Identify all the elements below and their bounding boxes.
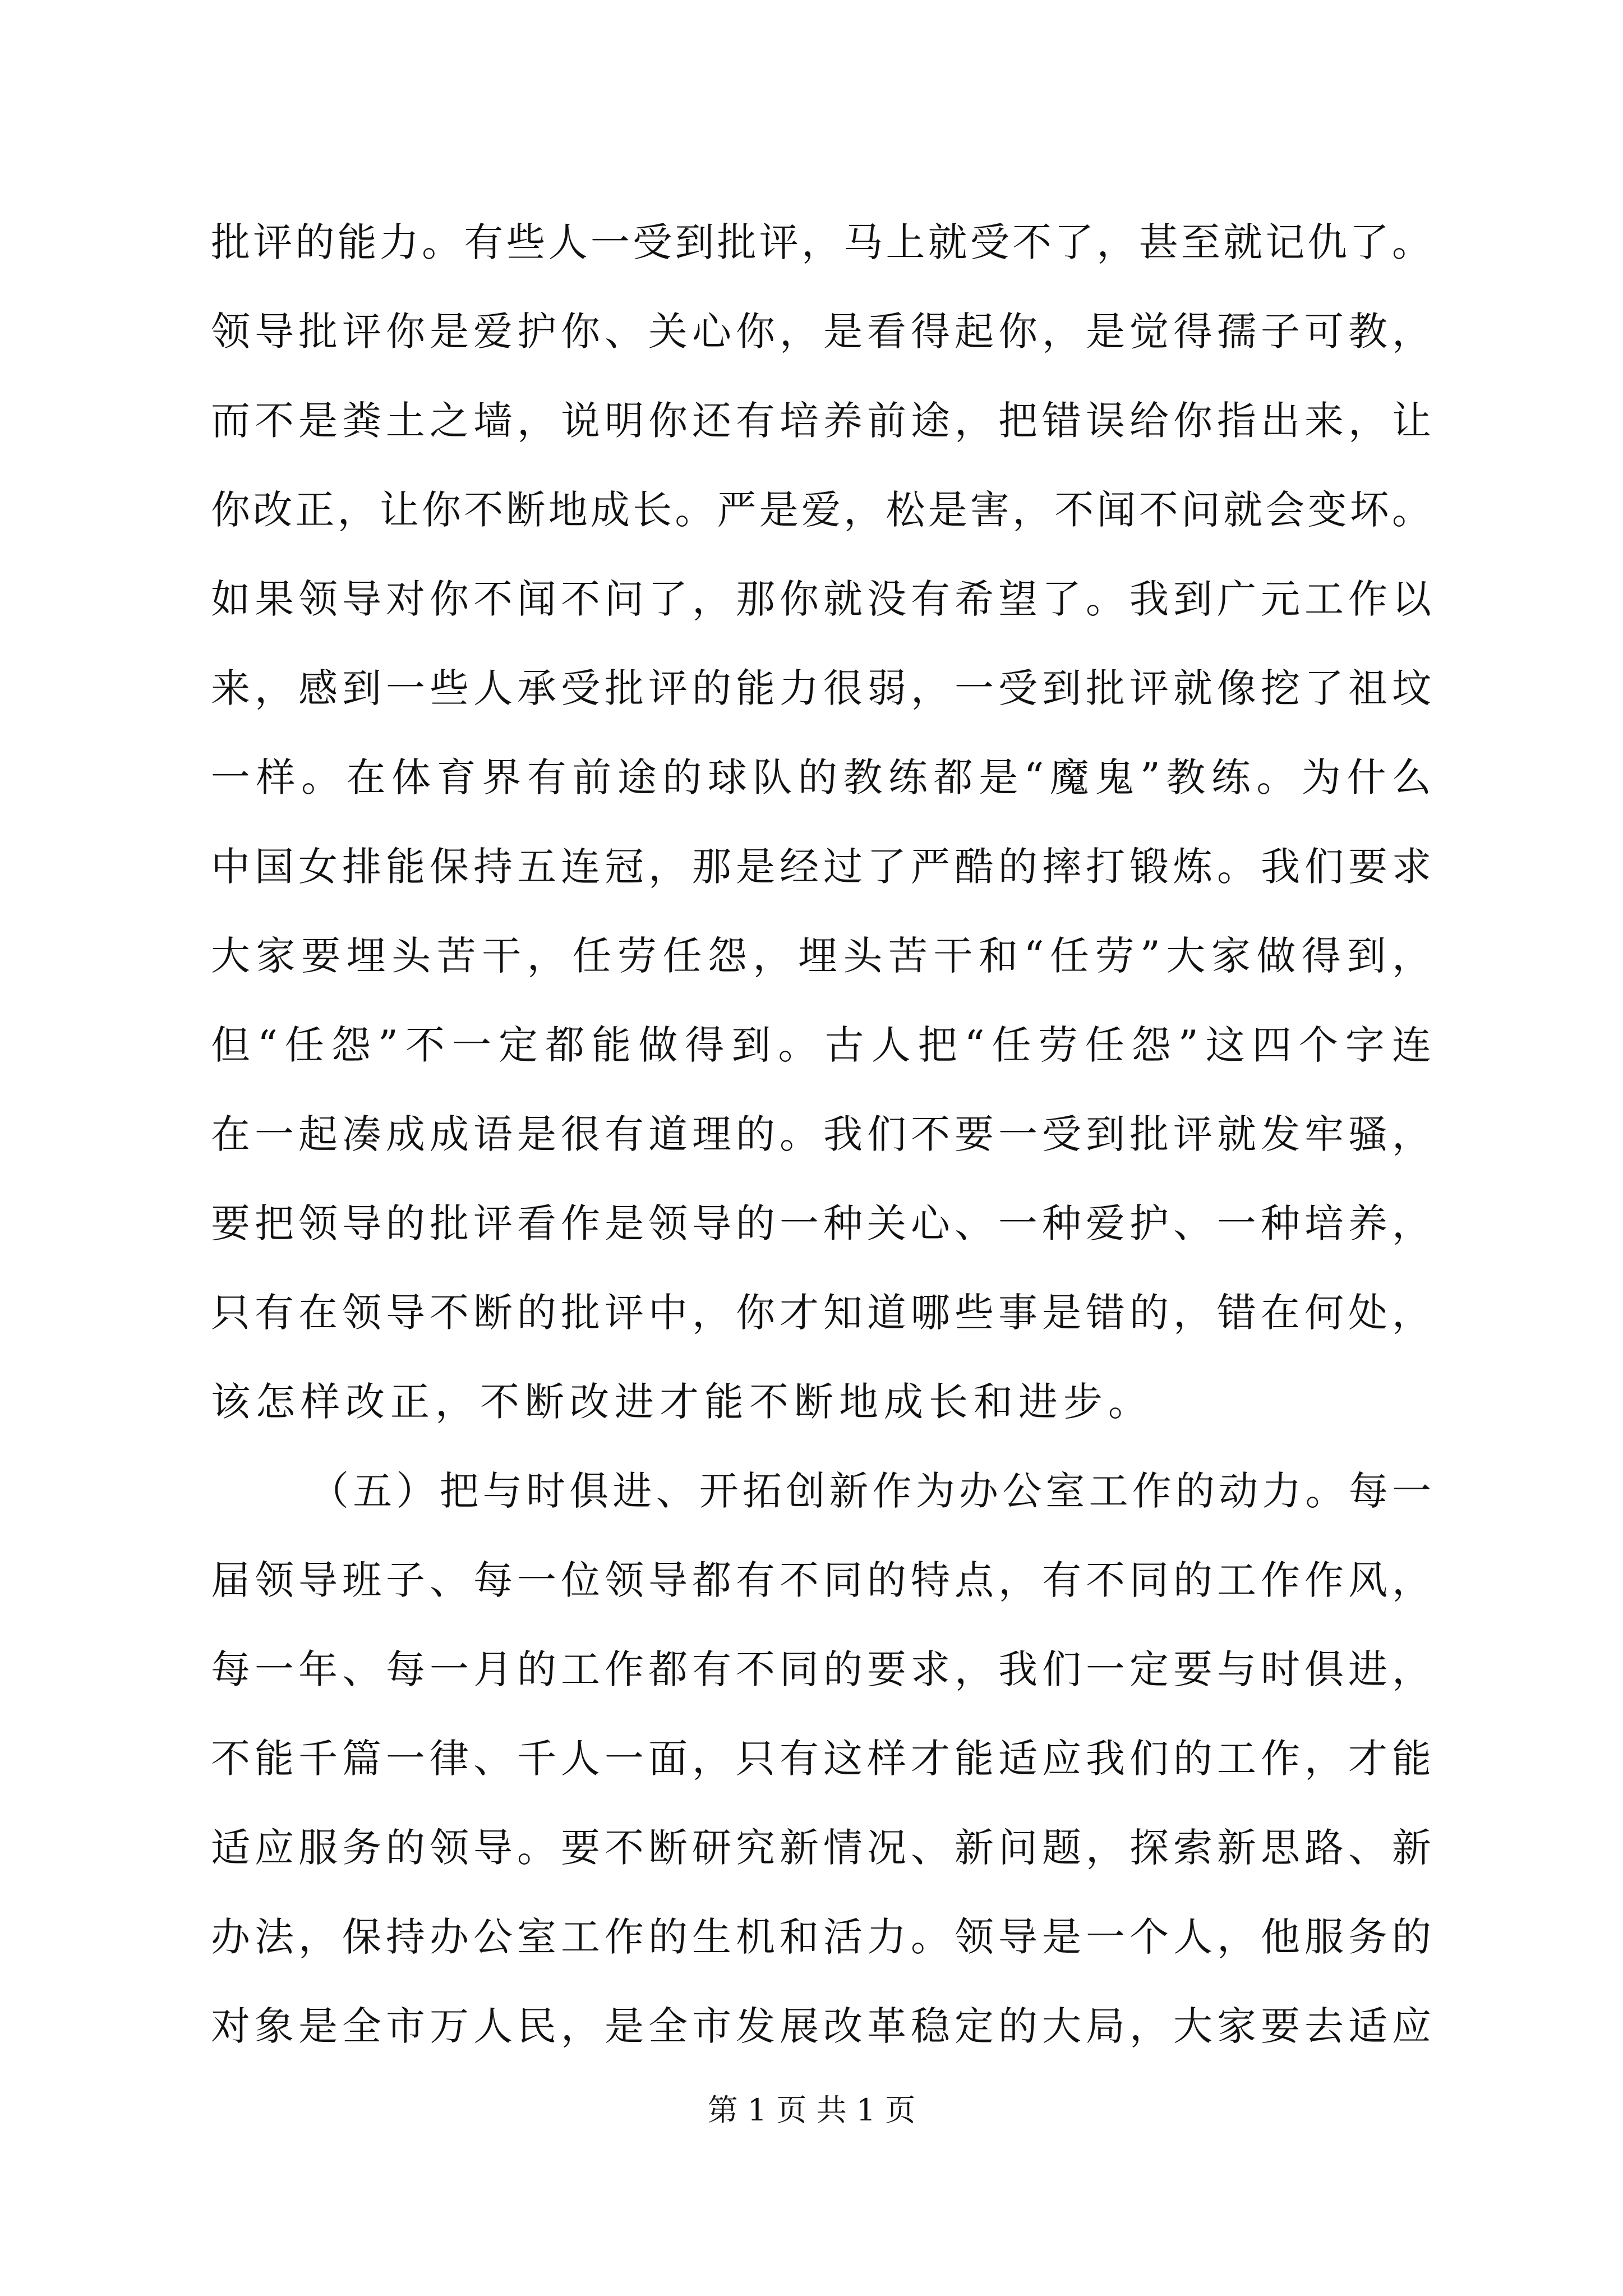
text-line: 要把领导的批评看作是领导的一种关心、一种爱护、一种培养， <box>211 1200 1431 1246</box>
text-line: 但“任怨”不一定都能做得到。古人把“任劳任怨”这四个字连 <box>211 1022 1431 1068</box>
page-number-footer: 第 1 页 共 1 页 <box>707 2092 916 2128</box>
text-line: 而不是粪土之墙，说明你还有培养前途，把错误给你指出来，让 <box>211 398 1431 444</box>
text-line: 在一起凑成成语是很有道理的。我们不要一受到批评就发牢骚， <box>211 1111 1431 1157</box>
text-line: 办法，保持办公室工作的生机和活力。领导是一个人，他服务的 <box>211 1914 1431 1960</box>
text-line: 领导批评你是爱护你、关心你，是看得起你，是觉得孺子可教， <box>211 309 1431 355</box>
text-line: 来，感到一些人承受批评的能力很弱，一受到批评就像挖了祖坟 <box>211 665 1431 711</box>
text-line: 该怎样改正，不断改进才能不断地成长和进步。 <box>211 1379 1153 1425</box>
text-line: 批评的能力。有些人一受到批评，马上就受不了，甚至就记仇了。 <box>211 219 1431 265</box>
text-line: 如果领导对你不闻不问了，那你就没有希望了。我到广元工作以 <box>211 576 1431 622</box>
text-line: 不能千篇一律、千人一面，只有这样才能适应我们的工作，才能 <box>211 1736 1431 1782</box>
section-heading-line: （五）把与时俱进、开拓创新作为办公室工作的动力。每一 <box>310 1468 1431 1514</box>
text-line: 对象是全市万人民，是全市发展改革稳定的大局，大家要去适应 <box>211 2003 1431 2049</box>
text-line: 适应服务的领导。要不断研究新情况、新问题，探索新思路、新 <box>211 1825 1431 1871</box>
text-line: 大家要埋头苦干，任劳任怨，埋头苦干和“任劳”大家做得到， <box>211 933 1431 979</box>
text-line: 一样。在体育界有前途的球队的教练都是“魔鬼”教练。为什么 <box>211 754 1431 800</box>
text-line: 每一年、每一月的工作都有不同的要求，我们一定要与时俱进， <box>211 1646 1431 1692</box>
text-line: 你改正，让你不断地成长。严是爱，松是害，不闻不问就会变坏。 <box>211 487 1431 533</box>
text-line: 只有在领导不断的批评中，你才知道哪些事是错的，错在何处， <box>211 1290 1431 1336</box>
text-line: 届领导班子、每一位领导都有不同的特点，有不同的工作作风， <box>211 1557 1431 1603</box>
text-line: 中国女排能保持五连冠，那是经过了严酷的摔打锻炼。我们要求 <box>211 844 1431 890</box>
